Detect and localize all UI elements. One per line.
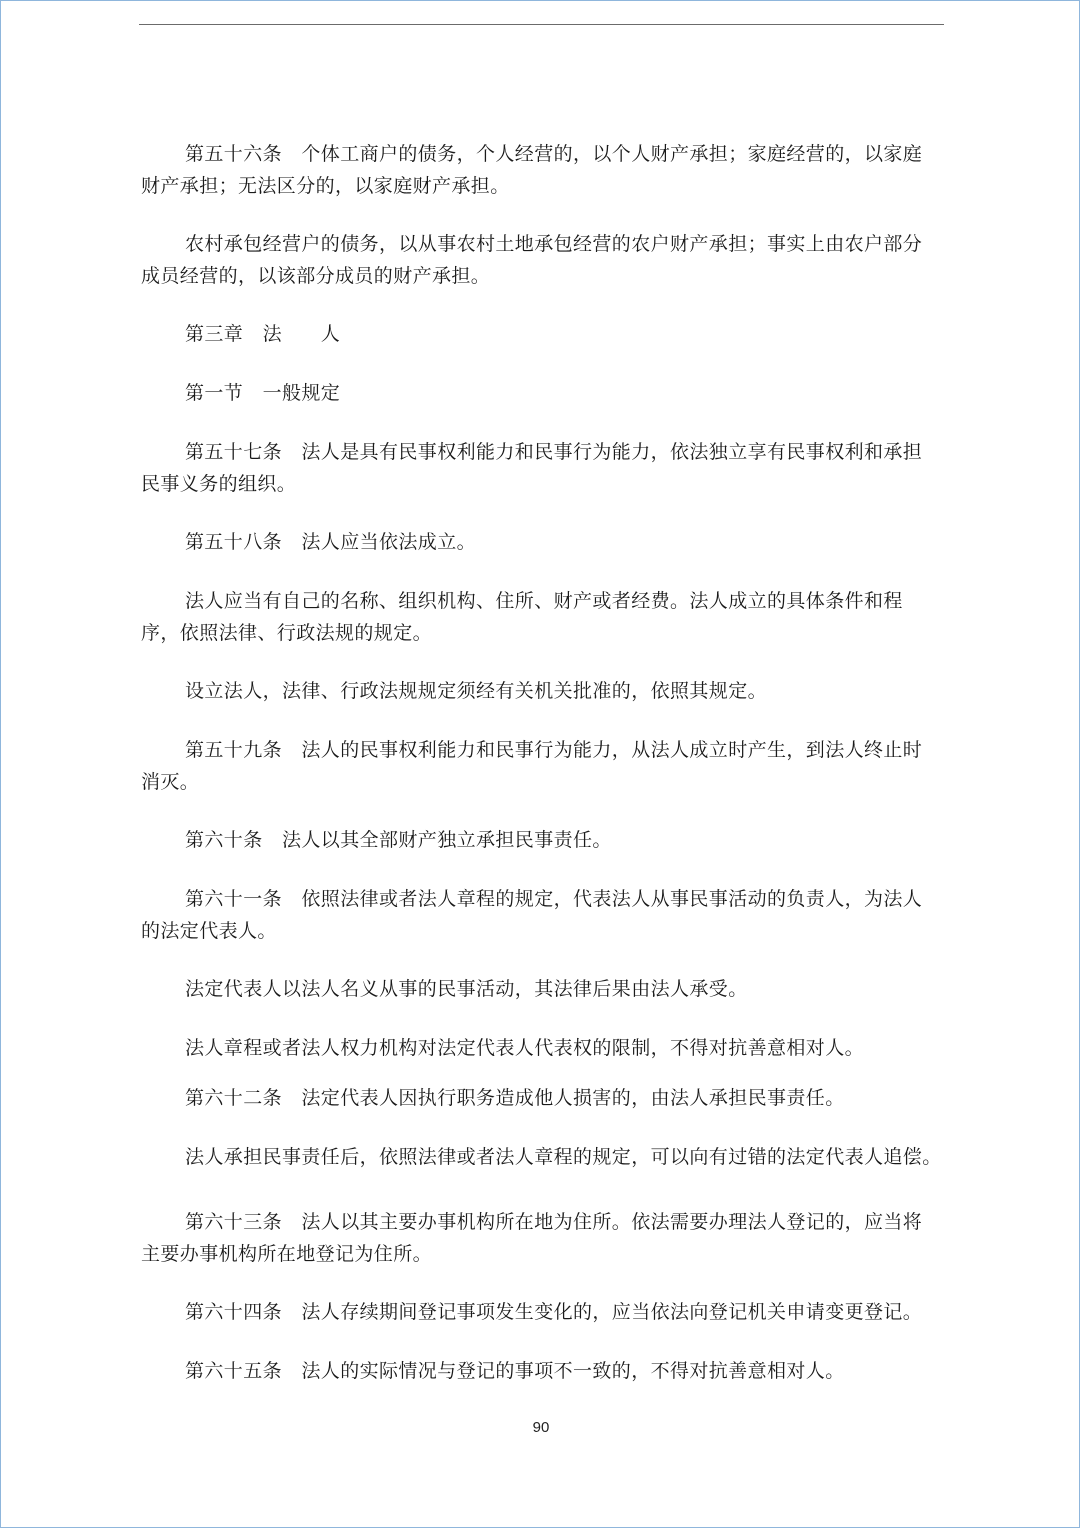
- paragraph-recourse: 法人承担民事责任后，依照法律或者法人章程的规定，可以向有过错的法定代表人追偿。: [185, 1146, 942, 1168]
- article-61: 第六十一条 依照法律或者法人章程的规定，代表法人从事民事活动的负责人，为法人的法定代表人。: [141, 888, 923, 942]
- article-58: 第五十八条 法人应当依法成立。: [185, 531, 477, 553]
- article-57: 第五十七条 法人是具有民事权利能力和民事行为能力，依法独立享有民事权利和承担民事义务的组织。: [141, 441, 923, 495]
- article-56: 第五十六条 个体工商户的债务，个人经营的，以个人财产承担；家庭经营的，以家庭财产承担；无法区分的，以家庭财产承担。: [141, 143, 923, 197]
- paragraph-establishment-approval: 设立法人，法律、行政法规规定须经有关机关批准的，依照其规定。: [185, 680, 768, 702]
- paragraph-rural-contract: 农村承包经营户的债务，以从事农村土地承包经营的农户财产承担；事实上由农户部分成员经营的，以该部分成员的财产承担。: [141, 233, 923, 287]
- article-64: 第六十四条 法人存续期间登记事项发生变化的，应当依法向登记机关申请变更登记。: [185, 1301, 923, 1323]
- page-number: 90: [532, 1419, 550, 1436]
- section-heading: 第一节 一般规定: [185, 382, 341, 404]
- paragraph-legal-person-requirements: 法人应当有自己的名称、组织机构、住所、财产或者经费。法人成立的具体条件和程序，依照法律、行政法规的规定。: [141, 590, 903, 644]
- header-rule: [139, 24, 944, 25]
- paragraph-representation-limits: 法人章程或者法人权力机构对法定代表人代表权的限制，不得对抗善意相对人。: [185, 1037, 865, 1059]
- article-65: 第六十五条 法人的实际情况与登记的事项不一致的，不得对抗善意相对人。: [185, 1360, 845, 1382]
- article-60: 第六十条 法人以其全部财产独立承担民事责任。: [185, 829, 612, 851]
- chapter-heading: 第三章 法 人: [185, 323, 341, 345]
- article-59: 第五十九条 法人的民事权利能力和民事行为能力，从法人成立时产生，到法人终止时消灭。: [141, 739, 923, 793]
- article-63: 第六十三条 法人以其主要办事机构所在地为住所。依法需要办理法人登记的，应当将主要办事机构所在地登记为住所。: [141, 1211, 923, 1265]
- paragraph-representative-acts: 法定代表人以法人名义从事的民事活动，其法律后果由法人承受。: [185, 978, 748, 1000]
- article-62: 第六十二条 法定代表人因执行职务造成他人损害的，由法人承担民事责任。: [185, 1087, 845, 1109]
